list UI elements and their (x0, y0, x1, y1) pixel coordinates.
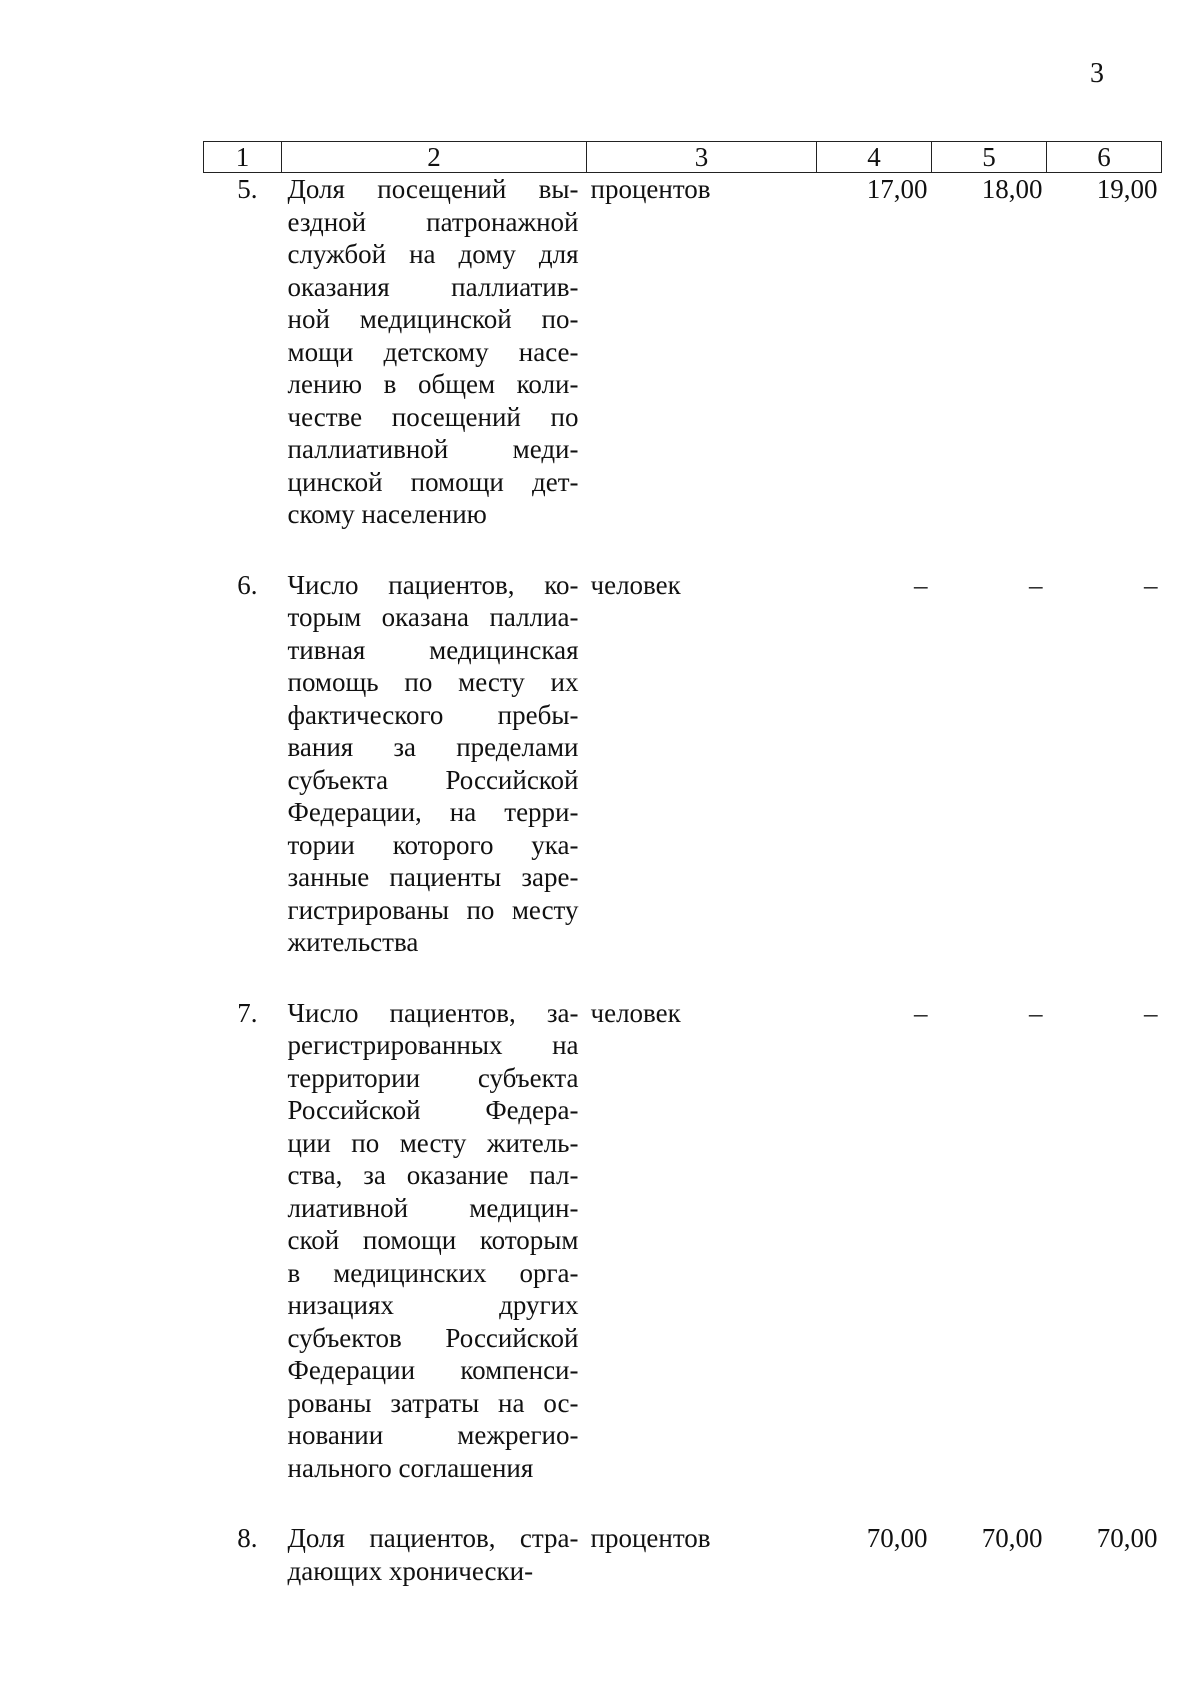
indicator-name-line: лению в общем коли- (287, 369, 579, 399)
value-v5: 70,00 (981, 1523, 1043, 1553)
indicators-table (203, 141, 1162, 1587)
indicator-name-line: рованы затраты на ос- (287, 1387, 579, 1418)
indicator-name-line: жительства (287, 927, 419, 957)
indicator-name (282, 1522, 587, 1587)
indicator-name-line: дающих хронически- (287, 1555, 534, 1586)
value-v5: – (1029, 997, 1043, 1028)
indicator-name-line: паллиативной меди- (287, 434, 579, 464)
page-number: 3 (1090, 58, 1104, 89)
indicator-name-line: Доля пациентов, стра- (287, 1523, 579, 1553)
indicator-name-line: субъекта Российской (287, 764, 579, 795)
table-header (204, 142, 1162, 173)
indicator-name-line: фактического пребы- (287, 699, 579, 730)
row-number: 7. (237, 997, 258, 1028)
indicator-name-line: ства, за оказание пал- (287, 1160, 579, 1190)
indicator-name-line: Число пациентов, ко- (287, 569, 579, 600)
indicator-name-line: ции по месту житель- (287, 1127, 579, 1158)
value-v5: 18,00 (981, 174, 1043, 204)
column-header-6: 6 (1047, 142, 1162, 173)
indicator-name-line: ездной патронажной (287, 206, 579, 237)
row-number: 5. (237, 174, 258, 204)
value-v6: 19,00 (1096, 174, 1158, 204)
indicator-name-line: в медицинских орга- (287, 1257, 579, 1288)
table-row (204, 997, 1162, 1485)
unit-of-measure: процентов (590, 1523, 711, 1553)
indicator-name-line: ной медицинской по- (287, 304, 579, 334)
indicator-name-line: Российской Федера- (287, 1095, 579, 1125)
indicator-name-line: Доля посещений вы- (287, 174, 579, 204)
indicator-name-line: тивная медицинская (287, 634, 579, 665)
indicator-name-line: Федерации, на терри- (287, 797, 579, 827)
column-header-5: 5 (932, 142, 1047, 173)
column-header-4: 4 (817, 142, 932, 173)
indicator-name-line: субъектов Российской (287, 1322, 579, 1353)
indicator-name-line: скому населению (287, 499, 487, 529)
indicator-name (282, 997, 587, 1485)
unit-of-measure: процентов (590, 174, 711, 204)
unit-of-measure: человек (590, 569, 681, 600)
indicator-name (282, 173, 587, 531)
value-v4: 70,00 (866, 1523, 928, 1553)
row-spacer (204, 1484, 1162, 1522)
unit-of-measure: человек (590, 997, 681, 1028)
indicator-name (282, 569, 587, 959)
row-spacer (204, 531, 1162, 569)
indicator-name-line: Федерации компенси- (287, 1355, 579, 1385)
indicator-name-line: занные пациенты заре- (287, 862, 579, 892)
value-v4: – (914, 997, 928, 1028)
indicator-name-line: честве посещений по (287, 401, 579, 432)
indicator-name-line: цинской помощи дет- (287, 466, 579, 497)
table-row (204, 569, 1162, 959)
indicator-name-line: тории которого ука- (287, 829, 579, 860)
value-v6: 70,00 (1096, 1523, 1158, 1553)
indicator-name-line: низациях других (287, 1290, 579, 1320)
column-header-3: 3 (587, 142, 817, 173)
indicator-name-line: помощь по месту их (287, 667, 579, 697)
value-v4: 17,00 (866, 174, 928, 204)
indicator-name-line: оказания паллиатив- (287, 271, 579, 302)
indicator-name-line: вания за пределами (287, 732, 579, 762)
indicator-name-line: гистрированы по месту (287, 894, 579, 925)
value-v6: – (1144, 569, 1158, 600)
value-v5: – (1029, 569, 1043, 600)
column-header-2: 2 (282, 142, 587, 173)
indicator-name-line: регистрированных на (287, 1030, 579, 1060)
row-number: 8. (237, 1523, 258, 1553)
indicator-name-line: службой на дому для (287, 239, 579, 269)
table-row (204, 173, 1162, 531)
indicator-name-line: нального соглашения (287, 1452, 534, 1483)
row-spacer (204, 959, 1162, 997)
indicator-name-line: территории субъекта (287, 1062, 579, 1093)
value-v4: – (914, 569, 928, 600)
table-row (204, 1522, 1162, 1587)
indicator-name-line: мощи детскому насе- (287, 336, 579, 367)
indicator-name-line: ской помощи которым (287, 1225, 579, 1255)
indicator-name-line: лиативной медицин- (287, 1192, 579, 1223)
value-v6: – (1144, 997, 1158, 1028)
indicator-name-line: торым оказана паллиа- (287, 602, 579, 632)
indicator-name-line: Число пациентов, за- (287, 997, 579, 1028)
indicator-name-line: новании межрегио- (287, 1420, 579, 1450)
column-header-1: 1 (204, 142, 282, 173)
row-number: 6. (237, 569, 258, 600)
